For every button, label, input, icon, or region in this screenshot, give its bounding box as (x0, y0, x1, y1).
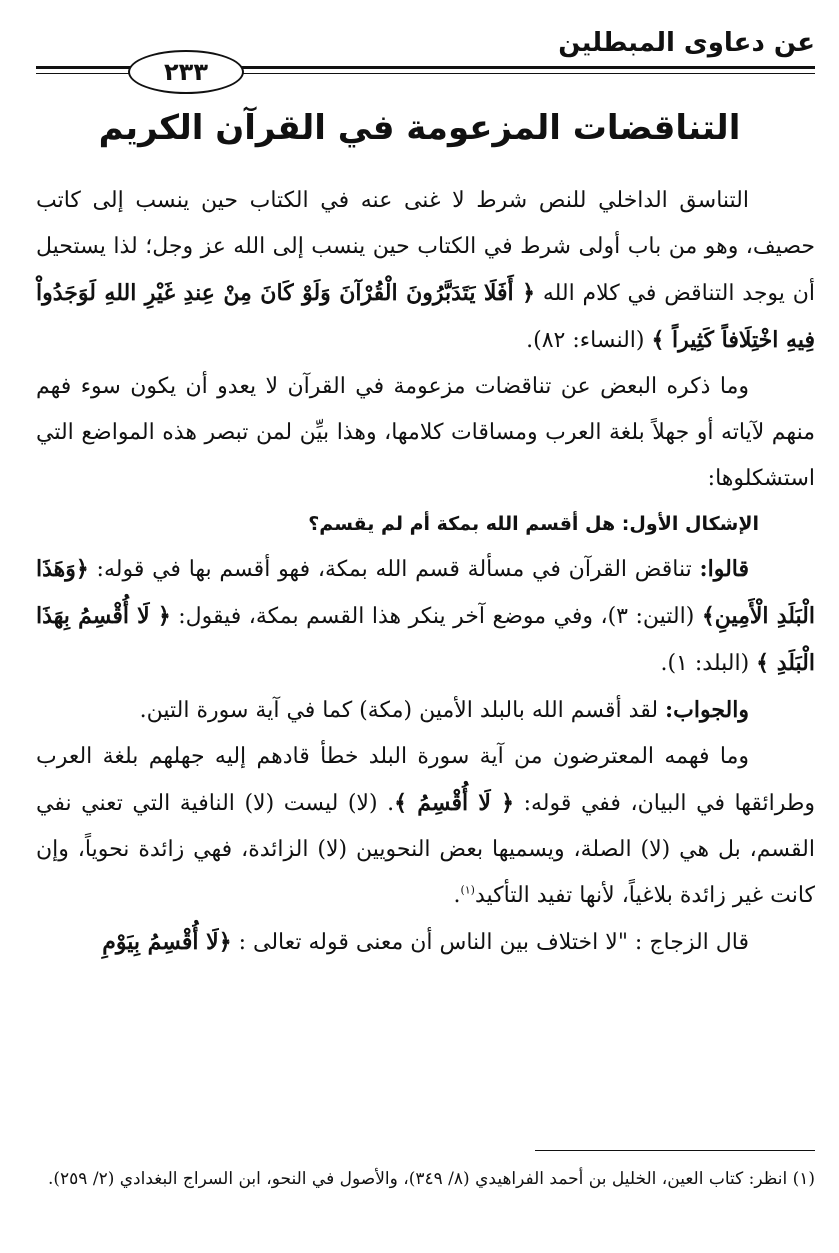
paragraph-text: . (لا) ليست (لا) النافية التي تعني نفي القسم، بل هي (لا) الصلة، ويسميها بعض النحويين (لا) الزائدة، فهي زائدة نحوياً، وإن كانت غير زائدة بلاغياً، لأنها تفيد التأكيد (36, 791, 815, 908)
lead-word: والجواب: (665, 697, 749, 723)
quran-verse: ﴿ أَفَلَا يَتَدَبَّرُونَ الْقُرْآنَ وَلَوْ كَانَ مِنْ عِندِ غَيْرِ اللهِ لَوَجَدُواْ فِيهِ اخْتِلَافاً كَثِيراً ﴾ (36, 280, 815, 353)
paragraph-text: التناسق الداخلي للنص شرط لا غنى عنه في الكتاب حين ينسب إلى كاتب حصيف، وهو من باب أولى شرط في الكتاب حين ينسب إلى الله عز وجل؛ لذا يستحيل أن يوجد التناقض في كلام الله (36, 188, 815, 306)
running-header-title: عن دعاوى المبطلين (558, 28, 815, 58)
quran-verse: ﴿ لَا أُقْسِمُ بِهَذَا الْبَلَدِ ﴾ (36, 603, 815, 676)
paragraph (36, 546, 815, 687)
paragraph-text: وما فهمه المعترضون من آية سورة البلد خطأ قادهم إليه جهلهم بلغة العرب وطرائقها في البيان، ففي قوله: (36, 744, 815, 816)
footnote-separator (535, 1150, 815, 1151)
paragraph (36, 687, 815, 734)
paragraph-text: لقد أقسم الله بالبلد الأمين (مكة) كما في آية سورة التين. (139, 698, 666, 723)
footnote: (١) انظر: كتاب العين، الخليل بن أحمد الفراهيدي (٨/ ٣٤٩)، والأصول في النحو، ابن السراج البغدادي (٢/ ٢٥٩). (47, 1169, 815, 1189)
quran-verse: ﴿ لَا أُقْسِمُ ﴾ (394, 790, 515, 816)
footnote-marker[interactable]: (١) (460, 883, 475, 897)
paragraph-text: تناقض القرآن في مسألة قسم الله بمكة، فهو أقسم بها في قوله: (88, 557, 700, 582)
chapter-title: التناقضات المزعومة في القرآن الكريم (98, 108, 741, 148)
verse-reference: (النساء: ٨٢). (526, 328, 652, 353)
paragraph-text: . (453, 883, 461, 908)
paragraph (36, 178, 815, 364)
body-text (36, 178, 815, 966)
paragraph (36, 919, 815, 966)
paragraph-text: (التين: ٣)، وفي موضع آخر ينكر هذا القسم بمكة، فيقول: (170, 604, 702, 629)
paragraph (36, 734, 815, 919)
section-heading: الإشكال الأول: هل أقسم الله بمكة أم لم يقسم؟ (308, 513, 759, 535)
page-number-badge: ٢٣٣ (128, 50, 244, 94)
paragraph: وما ذكره البعض عن تناقضات مزعومة في القرآن لا يعدو أن يكون سوء فهم منهم لآياته أو جهلاً بلغة العرب ومساقات كلامها، وهذا بيِّن لمن تبصر هذه المواضع التي استشكلوها: (36, 374, 815, 491)
quran-verse: ﴿وَهَذَا الْبَلَدِ الْأَمِينِ﴾ (36, 556, 815, 629)
verse-reference: (البلد: ١). (660, 651, 757, 676)
lead-word: قالوا: (699, 556, 749, 582)
paragraph-text: قال الزجاج : "لا اختلاف بين الناس أن معنى قوله تعالى : (231, 930, 749, 955)
quran-verse: ﴿لَا أُقْسِمُ بِيَوْمِ (102, 929, 232, 955)
